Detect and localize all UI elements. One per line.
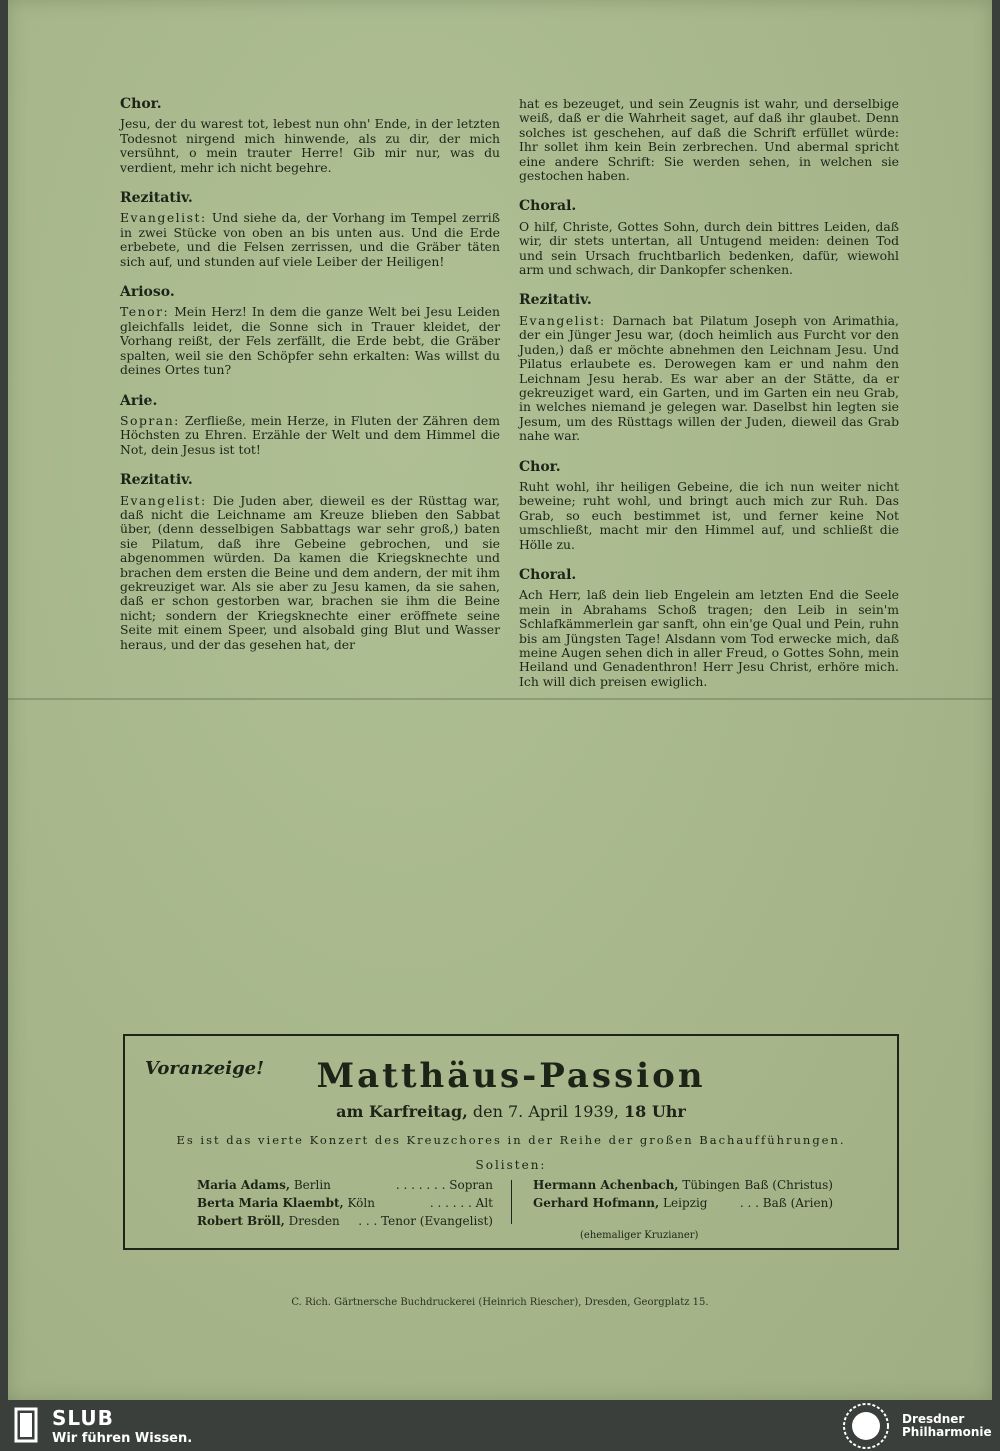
- soloist-city: Köln: [347, 1196, 375, 1210]
- paragraph-text: Ach Herr, laß dein lieb Engelein am letzten End die Seele mein in Abrahams Schoß tragen; den Leib in sein'm Schlafkämmerlein gar sanft, ohn ein'ge Qual und Pein, ruhn bis am Jüngsten Tage! Alsdann vom Tod erwecke mich, daß meine Augen sehen dich in aller Freud, o Gottes Sohn, mein Heiland und Genadenthron! Herr Jesu Christ, erhöre mich. Ich will dich preisen ewiglich.: [519, 587, 899, 689]
- preannouncement-label: Voranzeige!: [145, 1058, 265, 1079]
- text-section: [519, 199, 899, 277]
- text-section: [120, 191, 500, 269]
- section-paragraph: [120, 494, 500, 652]
- paragraph-text: Ruht wohl, ihr heiligen Gebeine, die ich nun weiter nicht beweine; ruht wohl, und bringt auch mich zur Ruh. Das Grab, so euch bestimmet ist, und ferner keine Not umschließt, macht mir den Himmel auf, und schließt die Hölle zu.: [519, 478, 899, 552]
- section-paragraph: [519, 314, 899, 444]
- soloist-row: [197, 1176, 493, 1194]
- paragraph-text: Mein Herz! In dem die ganze Welt bei Jesu Leiden gleichfalls leidet, die Sonne sich in Trauer kleidet, der Vorhang reißt, der Fels zerfällt, die Erde bebt, die Gräber spalten, weil sie den Schöpfer sehn erkalten: Was willst du deines Ortes tun?: [120, 304, 500, 378]
- soloists-left: [197, 1176, 493, 1230]
- right-column: [519, 97, 899, 705]
- soloists-divider: [511, 1180, 512, 1224]
- text-section: [519, 460, 899, 552]
- section-heading: Choral.: [519, 198, 577, 215]
- section-paragraph: [519, 480, 899, 552]
- slub-tagline: Wir führen Wissen.: [52, 1431, 193, 1446]
- concert-title: Matthäus-Passion: [316, 1056, 706, 1096]
- concert-date: [125, 1102, 897, 1121]
- announcement-box: [123, 1034, 899, 1250]
- soloist-name-city: [197, 1194, 375, 1212]
- section-paragraph: [120, 211, 500, 269]
- speaker-label: Evangelist:: [519, 312, 606, 328]
- section-heading: Rezitativ.: [519, 292, 592, 309]
- paragraph-text: Jesu, der du warest tot, lebest nun ohn' Ende, in der letzten Todesnot nirgend mich hinwende, als zu dir, der mich versühnt, o mein trauter Herre! Gib mir nur, was du verdient, mehr ich nicht begehre.: [120, 116, 500, 175]
- section-heading: Rezitativ.: [120, 190, 193, 207]
- soloists-right: [533, 1176, 833, 1212]
- text-section: [519, 568, 899, 689]
- soloist-name-city: [197, 1176, 331, 1194]
- section-heading: Chor.: [120, 96, 162, 112]
- soloist-name-city: [533, 1194, 707, 1212]
- section-heading: Choral.: [519, 566, 577, 583]
- soloist-role: . . . Baß (Arien): [739, 1196, 833, 1210]
- paragraph-text: Und siehe da, der Vorhang im Tempel zerriß in zwei Stücke von oben an bis unten aus. Und die Erde erbebete, und die Felsen zerrissen, und die Gräber täten sich auf, und stunden auf viele Leiber der Heiligen!: [120, 210, 500, 269]
- text-section: [120, 394, 500, 458]
- series-note: Es ist das vierte Konzert des Kreuzchores in der Reihe der großen Bachaufführungen.: [176, 1133, 846, 1147]
- section-heading: Arioso.: [120, 284, 175, 301]
- section-heading: Chor.: [519, 458, 561, 475]
- paragraph-text: Darnach bat Pilatum Joseph von Arimathia, der ein Jünger Jesu war, (doch heimlich aus Furcht vor den Juden,) daß er möchte abnehmen den Leichnam Jesu. Und Pilatus erlaubete es. Derowegen kam er und nahm den Leichnam Jesu herab. Es war aber an der Stätte, da er gekreuziget ward, ein Garten, und im Garten ein neu Grab, in welches niemand je gelegen war. Daselbst hin legten sie Jesum, um des Rüsttags willen der Juden, dieweil das Grab nahe war.: [519, 312, 899, 444]
- printer-imprint: C. Rich. Gärtnersche Buchdruckerei (Heinrich Riescher), Dresden, Georgplatz 15.: [291, 1297, 709, 1308]
- philharmonie-logo-icon: [842, 1402, 890, 1450]
- paragraph-text: O hilf, Christe, Gottes Sohn, durch dein bittres Leiden, daß wir, dir stets untertan, all Untugend meiden: deinen Tod und sein Ursach fruchtbarlich bedenken, dafür, wiewohl arm und schwach, dir Dankopfer schenken.: [519, 218, 899, 278]
- date-prefix: am Karfreitag,: [336, 1102, 468, 1121]
- soloist-city: Tübingen: [682, 1178, 740, 1192]
- soloist-name: Berta Maria Klaembt,: [197, 1196, 344, 1210]
- left-column: [120, 97, 500, 668]
- paragraph-text: Zerfließe, mein Herze, in Fluten der Zähren dem Höchsten zu Ehren. Erzähle der Welt und dem Himmel die Not, dein Jesus ist tot!: [120, 412, 500, 457]
- speaker-label: Evangelist:: [120, 492, 207, 508]
- section-paragraph: [519, 97, 899, 183]
- text-section: [120, 473, 500, 652]
- paragraph-text: Die Juden aber, dieweil es der Rüsttag war, daß nicht die Leichname am Kreuze blieben den Sabbat über, (denn desselbigen Sabbattags war sehr groß,) baten sie Pilatum, daß ihre Gebeine gebrochen, und sie abgenommen würden. Da kamen die Kriegsknechte und brachen dem ersten die Beine und dem andern, der mit ihm gekreuziget war. Als sie aber zu Jesu kamen, da sie sahen, daß er schon gestorben war, brachen sie ihm die Beine nicht; sondern der Kriegsknechte einer eröffnete seine Seite mit einem Speer, und alsobald ging Blut und Wasser heraus, und der das gesehen hat, der: [120, 492, 500, 652]
- soloist-name: Robert Bröll,: [197, 1214, 285, 1228]
- time-text: 18 Uhr: [624, 1102, 686, 1121]
- soloist-role: . . . . . . Alt: [429, 1196, 493, 1210]
- philharmonie-name: [902, 1413, 992, 1439]
- speaker-label: Evangelist:: [120, 210, 207, 226]
- soloist-row: [533, 1194, 833, 1212]
- soloist-name: Hermann Achenbach,: [533, 1178, 679, 1192]
- soloist-role: . . . . . . . Sopran: [395, 1178, 493, 1192]
- speaker-label: Tenor:: [120, 304, 170, 320]
- soloist-city: Leipzig: [663, 1196, 708, 1210]
- section-paragraph: [519, 588, 899, 689]
- section-heading: Arie.: [120, 392, 158, 409]
- soloist-name: Gerhard Hofmann,: [533, 1196, 660, 1210]
- section-paragraph: [519, 220, 899, 278]
- soloists-heading: Solisten:: [475, 1158, 547, 1172]
- text-section: [120, 285, 500, 377]
- section-heading: Rezitativ.: [120, 472, 193, 489]
- date-text: den 7. April 1939,: [472, 1102, 619, 1121]
- text-section: [519, 97, 899, 183]
- soloist-city: Dresden: [288, 1214, 340, 1228]
- philharmonie-name-line2: Philharmonie: [902, 1425, 992, 1439]
- section-paragraph: [120, 414, 500, 457]
- paragraph-text: hat es bezeuget, und sein Zeugnis ist wahr, und derselbige weiß, daß er die Wahrheit saget, auf daß ihr glaubet. Denn solches ist geschehen, auf daß die Schrift erfüllet würde: Ihr sollet ihm kein Bein zerbrechen. Und abermal spricht eine andere Schrift: Sie werden sehen, in welchen sie gestochen haben.: [519, 96, 899, 184]
- section-paragraph: [120, 117, 500, 175]
- soloist-row: [533, 1176, 833, 1194]
- section-paragraph: [120, 305, 500, 377]
- soloist-name-city: [533, 1176, 740, 1194]
- speaker-label: Sopran:: [120, 412, 180, 428]
- soloist-row: [197, 1194, 493, 1212]
- text-section: [519, 293, 899, 443]
- soloist-role: Baß (Christus): [744, 1178, 833, 1192]
- soloist-name: Maria Adams,: [197, 1178, 290, 1192]
- soloist-city: Berlin: [293, 1178, 331, 1192]
- soloist-name-city: [197, 1212, 340, 1230]
- soloist-row: [197, 1212, 493, 1230]
- footer-bar: [0, 1400, 1000, 1451]
- slub-name: SLUB: [52, 1406, 114, 1430]
- slub-logo-icon: [12, 1405, 40, 1445]
- former-note: (ehemaliger Kruzianer): [580, 1230, 699, 1241]
- soloist-role: . . . Tenor (Evangelist): [358, 1214, 493, 1228]
- philharmonie-name-line1: Dresdner: [902, 1412, 965, 1426]
- text-section: [120, 97, 500, 175]
